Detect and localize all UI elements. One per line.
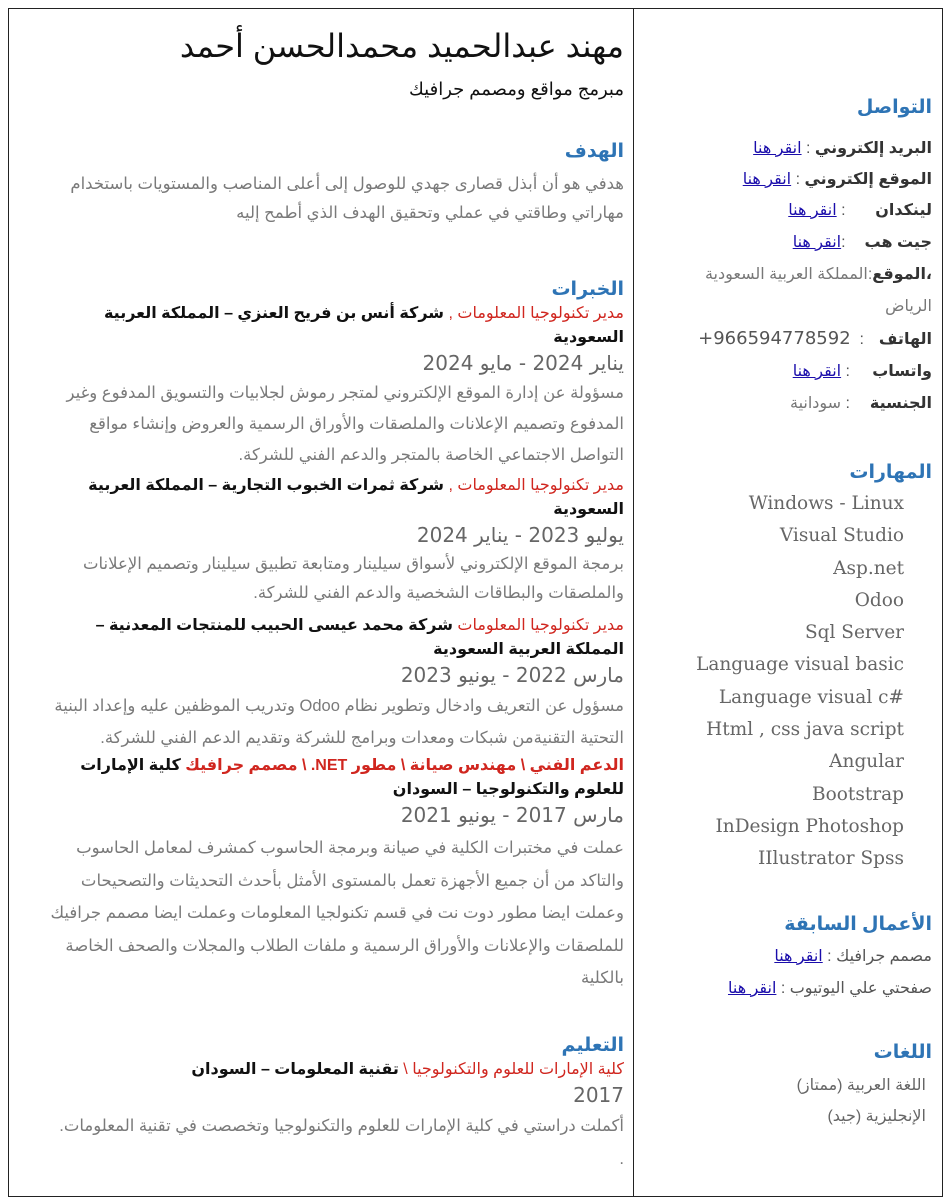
job-description: مسؤولة عن إدارة الموقع الإلكتروني لمتجر رموش لجلابيات والتسويق المدفوع وغير المدفوع وتصميم الإعلانات والملصقات والأوراق الرسمية والعروض وإنشاء مواقع التواصل الاجتماعي الخاصة بالمتجر والدعم الفني للشركة.	[66, 384, 624, 464]
contact-github	[645, 227, 932, 259]
job-date: يوليو 2023 - يناير 2024	[416, 523, 624, 547]
contact-label: الموقع إلكتروني	[804, 171, 932, 188]
job-role: الدعم الفني \ مهندس صيانة \ مطور NET. \ مصمم جرافيك	[185, 757, 624, 774]
job-description: برمجة الموقع الإلكتروني لأسواق سيلينار ومتابعة تطبيق سيلينار وتصميم الإعلانات والملصقات والبطاقات الشخصية والدعم الفني للشركة.	[82, 555, 624, 602]
website-link[interactable]: انقر هنا	[742, 171, 792, 188]
applicant-title: مبرمج مواقع ومصمم جرافيك	[409, 79, 624, 99]
skill-item: Angular	[829, 751, 904, 773]
skill-item: Visual Studio	[779, 525, 904, 547]
contact-section	[645, 96, 932, 420]
whatsapp-link[interactable]: انقر هنا	[792, 363, 842, 380]
education-trailing: .	[619, 1150, 624, 1168]
education-heading: التعليم	[561, 1035, 624, 1056]
separator: :	[822, 948, 837, 965]
objective-line: مهاراتي وطاقتي في عملي وتحقيق الهدف الذي أطمح إليه	[236, 204, 624, 222]
separator: :	[836, 202, 850, 219]
education-section	[40, 1034, 624, 1175]
separator: :	[776, 980, 790, 997]
job-company: كلية الإمارات للعلوم والتكنولوجيا – السودان	[80, 757, 624, 798]
education-field: تقنية المعلومات – السودان	[191, 1061, 404, 1078]
skill-item: Sql Server	[804, 622, 904, 644]
objective-section	[40, 140, 624, 228]
job-entry	[40, 302, 624, 471]
skill-item: Language visual c#	[718, 686, 904, 708]
contact-label: الجنسية	[869, 395, 932, 412]
job-entry	[40, 754, 624, 995]
contact-label: الهاتف	[878, 331, 932, 348]
job-title	[40, 754, 624, 802]
cv-header	[40, 26, 624, 101]
languages-section	[645, 1041, 932, 1132]
job-date: مارس 2022 - يونيو 2023	[400, 663, 624, 687]
experience-heading: الخبرات	[551, 279, 624, 300]
portfolio-heading: الأعمال السابقة	[784, 914, 932, 935]
skill-item: Language visual basic	[696, 654, 904, 676]
portfolio-item	[645, 973, 932, 1005]
contact-label: لينكدان	[875, 202, 932, 219]
experience-section	[40, 278, 624, 995]
objective-line: هدفي هو أن أبذل قصارى جهدي للوصول إلى أعلى المناصب والمستويات باستخدام	[70, 175, 624, 193]
portfolio-section	[645, 913, 932, 1005]
job-role: مدير تكنولوجيا المعلومات	[457, 617, 624, 634]
skills-heading: المهارات	[849, 462, 932, 483]
job-role: مدير تكنولوجيا المعلومات ,	[448, 305, 624, 322]
nationality-value: سودانية	[789, 395, 842, 412]
separator: :	[845, 363, 850, 380]
contact-label: البريد إلكتروني	[814, 140, 932, 157]
job-description: مسؤول عن التعريف وادخال وتطوير نظام Odoo وتدريب الموظفين عليه وإعداد البنية التحتية التقنيةمن شبكات ومعدات وبرامج للشركة وتقديم الدعم الفني للشركة.	[54, 697, 624, 747]
job-company: شركة محمد عيسى الحبيب للمنتجات المعدنية – المملكة العربية السعودية	[95, 617, 624, 658]
contact-nationality	[645, 388, 932, 420]
job-entry	[40, 474, 624, 608]
job-date: مارس 2017 - يونيو 2021	[400, 803, 624, 827]
job-company: شركة ثمرات الخبوب التجارية – المملكة العربية السعودية	[88, 477, 624, 518]
contact-heading: التواصل	[856, 97, 932, 118]
job-title	[40, 474, 624, 522]
language-item: اللغة العربية (ممتاز)	[796, 1077, 926, 1094]
location-city: الرياض	[885, 298, 932, 315]
portfolio-item	[645, 941, 932, 973]
separator: :	[801, 140, 815, 157]
contact-label: ،الموقع	[872, 266, 932, 283]
email-link[interactable]: انقر هنا	[753, 140, 802, 157]
portfolio-label: صفحتي علي اليوتيوب	[789, 980, 932, 997]
separator: :	[791, 171, 805, 188]
education-title	[40, 1058, 624, 1082]
job-date: يناير 2024 - مايو 2024	[422, 351, 624, 375]
linkedin-link[interactable]: انقر هنا	[788, 202, 837, 219]
contact-label: واتساب	[872, 363, 932, 380]
applicant-name: مهند عبدالحميد محمدالحسن أحمد	[179, 28, 624, 64]
job-role: مدير تكنولوجيا المعلومات ,	[448, 477, 624, 494]
education-year: 2017	[573, 1083, 624, 1107]
skill-item: InDesign Photoshop	[715, 815, 904, 837]
phone-number: +966594778592	[698, 328, 851, 349]
github-link[interactable]: انقر هنا	[792, 234, 842, 251]
skill-item: Asp.net	[833, 557, 904, 579]
skill-item: Odoo	[854, 589, 904, 611]
job-title	[40, 302, 624, 350]
languages-heading: اللغات	[873, 1042, 932, 1063]
portfolio-label: مصمم جرافيك	[836, 948, 932, 965]
location-value: :المملكة العربية السعودية	[704, 266, 873, 283]
skills-section	[645, 461, 932, 876]
skill-item: IIlustrator Spss	[757, 848, 904, 870]
contact-website	[645, 165, 932, 195]
language-item: الإنجليزية (جيد)	[827, 1108, 926, 1125]
contact-label: جيت هب	[864, 234, 932, 251]
column-divider	[633, 8, 634, 1197]
education-institution: كلية الإمارات للعلوم والتكنولوجيا \	[403, 1061, 624, 1078]
contact-email	[645, 133, 932, 165]
contact-whatsapp	[645, 356, 932, 388]
graphic-design-link[interactable]: انقر هنا	[774, 948, 823, 965]
objective-heading: الهدف	[564, 141, 624, 162]
contact-linkedin	[645, 195, 932, 227]
objective-text	[40, 170, 624, 228]
job-company: شركة أنس بن فريح العنزي – المملكة العربية السعودية	[103, 305, 624, 346]
separator: :	[845, 395, 850, 412]
job-entry	[40, 614, 624, 754]
education-description: أكملت دراستي في كلية الإمارات للعلوم والتكنولوجيا وتخصصت في تقنية المعلومات.	[59, 1117, 624, 1135]
separator: :	[841, 234, 850, 251]
contact-phone	[645, 323, 932, 356]
skill-item: Html , css java script	[706, 719, 904, 741]
separator: :	[859, 331, 864, 348]
contact-location	[645, 259, 932, 323]
skill-item: Windows - Linux	[748, 493, 904, 514]
job-title	[40, 614, 624, 662]
job-description: عملت في مختبرات الكلية في صيانة وبرمجة الحاسوب كمشرف لمعامل الحاسوب والتاكد من أن جميع الأجهزة تعمل بالمستوى الأمثل بأحدث التحديثات والتصحيحات وعملت ايضا مطور دوت نت في قسم تكنولجيا المعلومات وعملت ايضا مصمم جرافيك للملصقات والإعلانات والأوراق الرسمية و ملفات الطلاب والمجلات والصحف الخاصة بالكلية	[50, 839, 624, 987]
skills-list	[645, 488, 932, 876]
youtube-link[interactable]: انقر هنا	[727, 980, 777, 997]
skill-item: Bootstrap	[812, 783, 904, 805]
